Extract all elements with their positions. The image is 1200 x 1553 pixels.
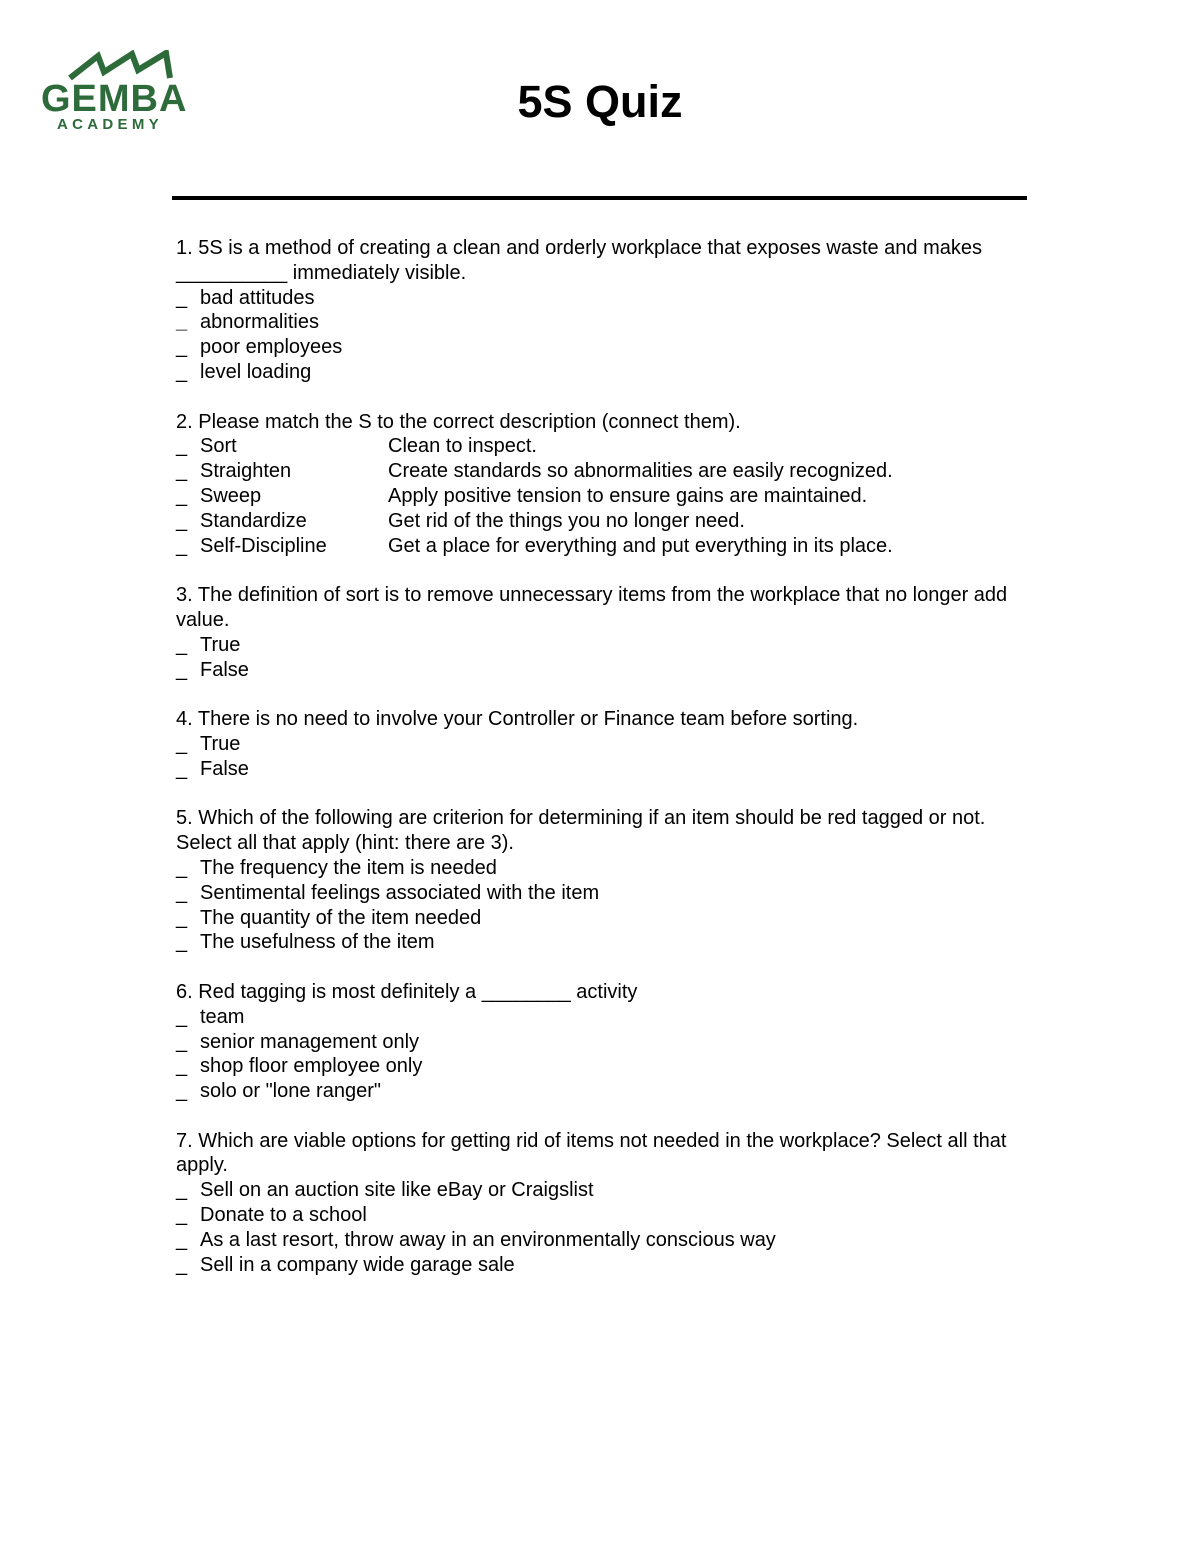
answer-blank[interactable]: _ bbox=[176, 460, 188, 483]
option-row bbox=[176, 1054, 1026, 1079]
answer-blank[interactable]: _ bbox=[176, 732, 188, 755]
option-row bbox=[176, 1253, 1026, 1278]
title-divider bbox=[172, 196, 1027, 200]
option-label: Sell in a company wide garage sale bbox=[200, 1253, 515, 1276]
answer-blank[interactable]: _ bbox=[176, 435, 188, 458]
option-label: senior management only bbox=[200, 1030, 420, 1053]
question-text: 4. There is no need to involve your Controller or Finance team before sorting. bbox=[176, 708, 859, 731]
option-row bbox=[176, 286, 1026, 311]
option-label: team bbox=[200, 1005, 245, 1028]
option-row bbox=[176, 906, 1026, 931]
question-text: 3. The definition of sort is to remove unnecessary items from the workplace that no longer add value. bbox=[176, 584, 1013, 631]
option-row bbox=[176, 1005, 1026, 1030]
option-label: True bbox=[200, 732, 241, 755]
answer-blank[interactable]: _ bbox=[176, 311, 188, 334]
option-row bbox=[176, 658, 1026, 683]
answer-blank[interactable]: _ bbox=[176, 1030, 188, 1053]
match-term: Sort bbox=[200, 435, 237, 458]
question-text: 1. 5S is a method of creating a clean and orderly workplace that exposes waste and makes __________ immediately visible. bbox=[176, 237, 988, 284]
option-label: solo or "lone ranger" bbox=[200, 1080, 381, 1103]
answer-blank[interactable]: _ bbox=[176, 1080, 188, 1103]
option-row bbox=[176, 310, 1026, 335]
option-label: Donate to a school bbox=[200, 1204, 367, 1227]
option-label: Sentimental feelings associated with the item bbox=[200, 881, 600, 904]
question-text: 5. Which of the following are criterion for determining if an item should be red tagged or not. Select all that apply (hint: there are 3). bbox=[176, 807, 991, 855]
option-row bbox=[176, 732, 1026, 757]
answer-blank[interactable]: _ bbox=[176, 1253, 188, 1276]
answer-blank[interactable]: _ bbox=[176, 757, 188, 780]
question-6 bbox=[176, 980, 1026, 1104]
answer-blank[interactable]: _ bbox=[176, 1055, 188, 1078]
match-description: Apply positive tension to ensure gains are maintained. bbox=[388, 484, 868, 507]
match-description: Clean to inspect. bbox=[388, 435, 537, 458]
match-row bbox=[176, 459, 1026, 484]
answer-blank[interactable]: _ bbox=[176, 931, 188, 954]
option-label: False bbox=[200, 658, 249, 681]
answer-blank[interactable]: _ bbox=[176, 534, 188, 557]
question-text: 7. Which are viable options for getting rid of items not needed in the workplace? Select all that apply. bbox=[176, 1129, 1013, 1177]
option-row bbox=[176, 881, 1026, 906]
question-1 bbox=[176, 236, 1026, 385]
answer-blank[interactable]: _ bbox=[176, 286, 188, 309]
answer-blank[interactable]: _ bbox=[176, 1204, 188, 1227]
option-row bbox=[176, 757, 1026, 782]
answer-blank[interactable]: _ bbox=[176, 906, 188, 929]
answer-blank[interactable]: _ bbox=[176, 509, 188, 532]
answer-blank[interactable]: _ bbox=[176, 336, 188, 359]
answer-blank[interactable]: _ bbox=[176, 856, 188, 879]
match-row bbox=[176, 434, 1026, 459]
answer-blank[interactable]: _ bbox=[176, 633, 188, 656]
question-2 bbox=[176, 410, 1026, 559]
option-label: Sell on an auction site like eBay or Craigslist bbox=[200, 1179, 594, 1202]
option-label: False bbox=[200, 757, 249, 780]
option-label: abnormalities bbox=[200, 311, 319, 334]
match-description: Get rid of the things you no longer need. bbox=[388, 509, 745, 532]
option-label: shop floor employee only bbox=[200, 1055, 423, 1078]
option-label: bad attitudes bbox=[200, 286, 315, 309]
option-label: level loading bbox=[200, 360, 312, 383]
option-row bbox=[176, 335, 1026, 360]
option-row bbox=[176, 1228, 1026, 1253]
question-5 bbox=[176, 806, 1026, 955]
option-row bbox=[176, 360, 1026, 385]
option-label: The frequency the item is needed bbox=[200, 856, 497, 879]
option-label: True bbox=[200, 633, 241, 656]
match-row bbox=[176, 534, 1026, 559]
answer-blank[interactable]: _ bbox=[176, 484, 188, 507]
question-4 bbox=[176, 707, 1026, 781]
answer-blank[interactable]: _ bbox=[176, 881, 188, 904]
answer-blank[interactable]: _ bbox=[176, 1228, 188, 1251]
option-row bbox=[176, 856, 1026, 881]
match-row bbox=[176, 509, 1026, 534]
answer-blank[interactable]: _ bbox=[176, 1179, 188, 1202]
match-row bbox=[176, 484, 1026, 509]
match-term: Self-Discipline bbox=[200, 534, 327, 557]
match-description: Create standards so abnormalities are easily recognized. bbox=[388, 460, 893, 483]
question-text: 6. Red tagging is most definitely a ________ activity bbox=[176, 980, 638, 1003]
question-7 bbox=[176, 1129, 1026, 1278]
option-row bbox=[176, 1030, 1026, 1055]
question-text: 2. Please match the S to the correct description (connect them). bbox=[176, 410, 741, 433]
option-label: poor employees bbox=[200, 336, 343, 359]
option-label: The quantity of the item needed bbox=[200, 906, 482, 929]
match-term: Sweep bbox=[200, 484, 262, 507]
answer-blank[interactable]: _ bbox=[176, 658, 188, 681]
option-row bbox=[176, 1178, 1026, 1203]
page-title: 5S Quiz bbox=[517, 76, 683, 127]
match-description: Get a place for everything and put everything in its place. bbox=[388, 534, 893, 557]
match-term: Straighten bbox=[200, 460, 292, 483]
option-row bbox=[176, 1203, 1026, 1228]
option-row bbox=[176, 633, 1026, 658]
logo-subtitle: ACADEMY bbox=[57, 116, 163, 133]
logo-name: GEMBA bbox=[41, 78, 188, 120]
option-row bbox=[176, 1079, 1026, 1104]
option-label: The usefulness of the item bbox=[200, 931, 435, 954]
option-row bbox=[176, 930, 1026, 955]
answer-blank[interactable]: _ bbox=[176, 1005, 188, 1028]
question-3 bbox=[176, 583, 1026, 682]
answer-blank[interactable]: _ bbox=[176, 360, 188, 383]
option-label: As a last resort, throw away in an environmentally conscious way bbox=[200, 1228, 776, 1251]
quiz-body bbox=[176, 236, 1026, 1302]
match-term: Standardize bbox=[200, 509, 307, 532]
